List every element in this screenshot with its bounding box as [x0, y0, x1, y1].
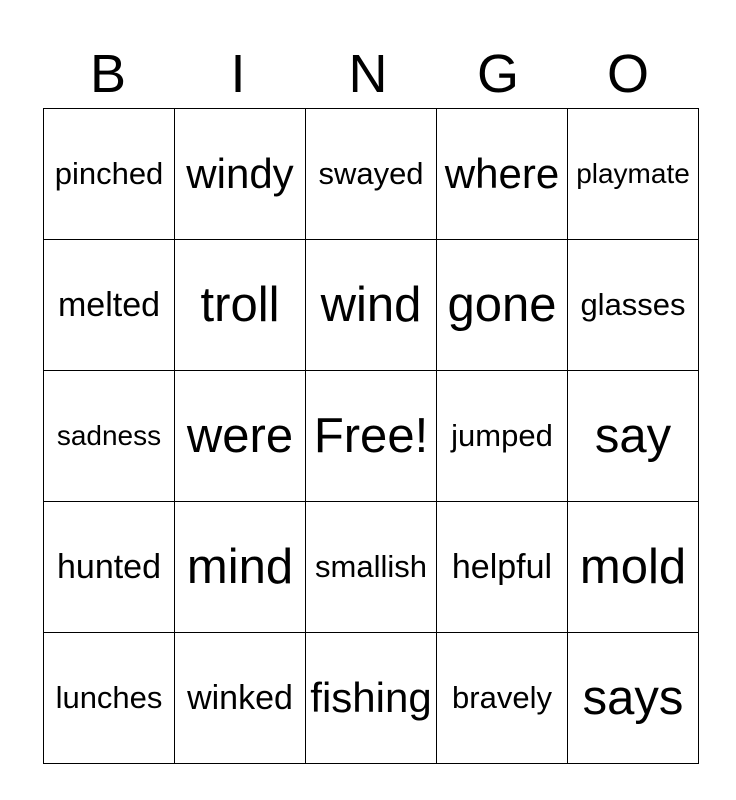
board-cell: fishing — [306, 633, 437, 764]
bingo-header — [43, 40, 693, 108]
board-cell: sadness — [44, 371, 175, 502]
header-letter-n: N — [348, 44, 388, 104]
board-cell: hunted — [44, 502, 175, 633]
board-cell: playmate — [568, 109, 699, 240]
header-letter-i: I — [230, 44, 246, 104]
board-cell: lunches — [44, 633, 175, 764]
board-cell: bravely — [437, 633, 568, 764]
board-cell: melted — [44, 240, 175, 371]
header-letter-g: G — [476, 44, 519, 104]
bingo-board-body — [44, 109, 699, 764]
header-letter-o: O — [606, 44, 649, 104]
board-row — [44, 633, 699, 764]
board-row — [44, 371, 699, 502]
header-letter-b: B — [89, 44, 127, 104]
bingo-board — [43, 108, 699, 764]
board-cell: smallish — [306, 502, 437, 633]
board-cell: mind — [175, 502, 306, 633]
board-cell: were — [175, 371, 306, 502]
board-cell: say — [568, 371, 699, 502]
board-cell: windy — [175, 109, 306, 240]
board-cell: where — [437, 109, 568, 240]
board-row — [44, 502, 699, 633]
board-cell: helpful — [437, 502, 568, 633]
board-cell: pinched — [44, 109, 175, 240]
board-cell: swayed — [306, 109, 437, 240]
board-cell: mold — [568, 502, 699, 633]
board-cell: winked — [175, 633, 306, 764]
free-space-cell: Free! — [306, 371, 437, 502]
board-cell: wind — [306, 240, 437, 371]
board-row — [44, 109, 699, 240]
board-row — [44, 240, 699, 371]
board-cell: jumped — [437, 371, 568, 502]
board-cell: says — [568, 633, 699, 764]
board-cell: troll — [175, 240, 306, 371]
board-cell: glasses — [568, 240, 699, 371]
board-cell: gone — [437, 240, 568, 371]
